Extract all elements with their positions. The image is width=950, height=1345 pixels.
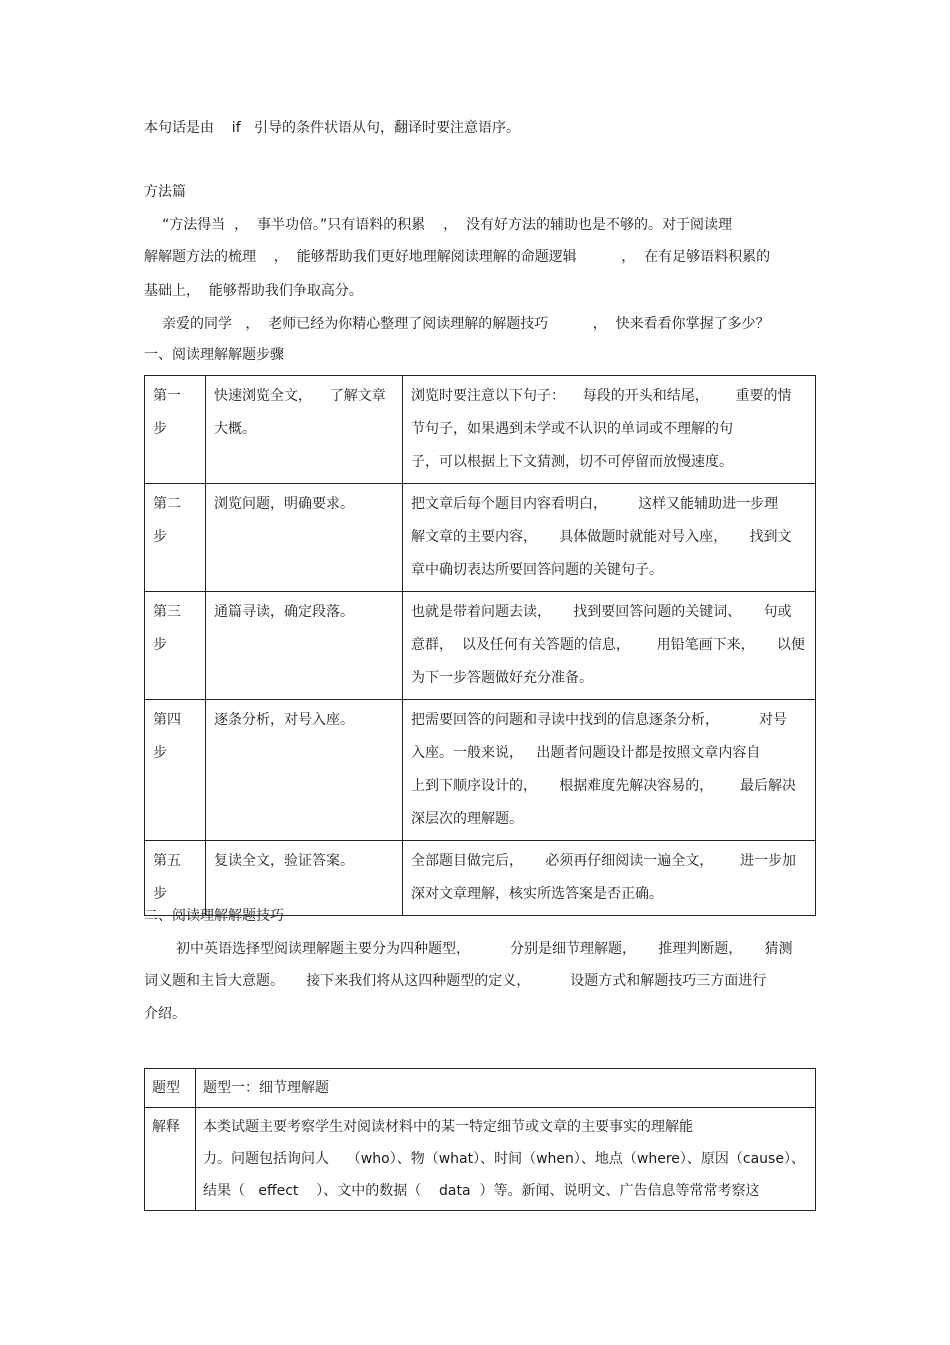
section2-title: 二、阅读理解解题技巧 xyxy=(144,908,284,924)
steps-table xyxy=(144,375,816,916)
step-detail: 全部题目做完后， 必须再仔细阅读一遍全文， 进一步加 深对文章理解，核实所选答案是否正确。 xyxy=(411,853,796,902)
type-header-label: 题型 xyxy=(145,1069,196,1108)
step-row xyxy=(145,376,816,484)
step-detail: 也就是带着问题去读， 找到要回答问题的关键词、 句或 意群， 以及任何有关答题的信息， 用铅笔画下来， 以便 为下一步答题做好充分准备。 xyxy=(411,604,805,686)
step-label: 第三 步 xyxy=(153,604,181,653)
section2-para-line: 初中英语选择型阅读理解题主要分为四种题型， 分别是细节理解题， 推理判断题， 猜测 xyxy=(176,941,793,957)
step-action: 复读全文，验证答案。 xyxy=(214,853,354,869)
step-detail: 把需要回答的问题和寻读中找到的信息逐条分析， 对号 入座。一般来说， 出题者问题设计都是按照文章内容自 上到下顺序设计的， 根据难度先解决容易的， 最后解决 深层次的理解题。 xyxy=(411,712,796,827)
step-row xyxy=(145,700,816,841)
step-row xyxy=(145,841,816,916)
type-header-value: 题型一：细节理解题 xyxy=(196,1069,816,1108)
step-label: 第二 步 xyxy=(153,496,181,545)
explain-line: 本类试题主要考察学生对阅读材料中的某一特定细节或文章的主要事实的理解能 xyxy=(203,1119,693,1135)
explain-line: 力。问题包括询问人 （who）、物（what）、时间（when）、地点（where）、原因（cause）、 xyxy=(203,1151,805,1167)
step-action: 通篇寻读，确定段落。 xyxy=(214,604,354,620)
method-para-line: 解解题方法的梳理 ， 能够帮助我们更好地理解阅读理解的命题逻辑 ， 在有足够语料积累的 xyxy=(144,249,771,265)
question-type-table xyxy=(144,1068,816,1211)
method-para-line: “方法得当 ， 事半功倍。”只有语料的积累 ， 没有好方法的辅助也是不够的。对于阅读理 xyxy=(162,217,733,233)
section2-para-line: 词义题和主旨大意题。 接下来我们将从这四种题型的定义， 设题方式和解题技巧三方面进行 xyxy=(144,973,767,989)
step-label: 第五 步 xyxy=(153,853,181,902)
section1-title: 一、阅读理解解题步骤 xyxy=(144,347,284,363)
step-label: 第一 步 xyxy=(153,388,181,437)
step-action: 逐条分析，对号入座。 xyxy=(214,712,354,728)
step-detail: 浏览时要注意以下句子： 每段的开头和结尾， 重要的情 节句子，如果遇到未学或不认识的单词或不理解的句 子，可以根据上下文猜测，切不可停留而放慢速度。 xyxy=(411,388,792,470)
greeting-line: 亲爱的同学 ， 老师已经为你精心整理了阅读理解的解题技巧 ， 快来看看你掌握了多少？ xyxy=(162,316,770,332)
step-row xyxy=(145,592,816,700)
method-para-line: 基础上， 能够帮助我们争取高分。 xyxy=(144,283,363,299)
type-explain-label: 解释 xyxy=(145,1108,196,1211)
type-explain-row xyxy=(145,1108,816,1211)
intro-line: 本句话是由 if 引导的条件状语从句，翻译时要注意语序。 xyxy=(144,120,520,136)
method-heading: 方法篇 xyxy=(144,184,186,200)
step-action: 浏览问题，明确要求。 xyxy=(214,496,354,512)
step-detail: 把文章后每个题目内容看明白， 这样又能辅助进一步理 解文章的主要内容， 具体做题时就能对号入座， 找到文 章中确切表达所要回答问题的关键句子。 xyxy=(411,496,792,578)
explain-line: 结果（ effect ）、文中的数据（ data ）等。新闻、说明文、广告信息等常常考察这 xyxy=(203,1183,760,1199)
section2-para-line: 介绍。 xyxy=(144,1006,186,1022)
step-action: 快速浏览全文， 了解文章 大概。 xyxy=(214,388,386,437)
step-row xyxy=(145,484,816,592)
type-explain-text xyxy=(196,1108,816,1211)
step-label: 第四 步 xyxy=(153,712,181,761)
type-header-row xyxy=(145,1069,816,1108)
